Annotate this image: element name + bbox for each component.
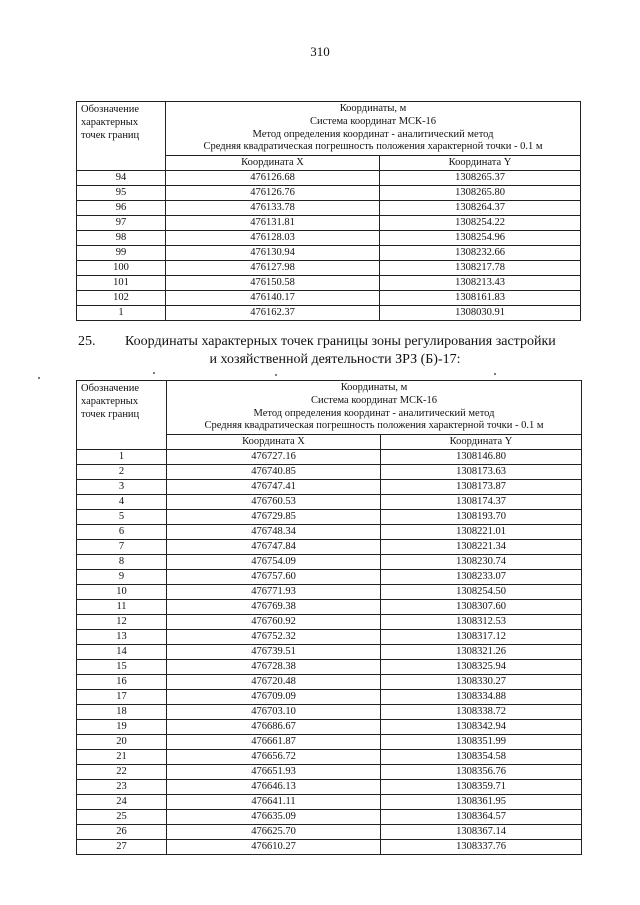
coordinate-x-cell: 476641.11 xyxy=(167,795,381,810)
table-body xyxy=(77,450,582,855)
point-number-cell: 101 xyxy=(77,276,166,291)
coordinate-y-cell: 1308354.58 xyxy=(381,750,582,765)
coordinate-x-cell: 476729.85 xyxy=(167,510,381,525)
table-row xyxy=(77,480,582,495)
coordinate-x-cell: 476651.93 xyxy=(167,765,381,780)
point-number-cell: 20 xyxy=(77,735,167,750)
table-row xyxy=(77,660,582,675)
coordinate-x-cell: 476771.93 xyxy=(167,585,381,600)
table-row xyxy=(77,570,582,585)
point-number-cell: 7 xyxy=(77,540,167,555)
point-number-cell: 9 xyxy=(77,570,167,585)
coordinate-y-cell: 1308342.94 xyxy=(381,720,582,735)
section-number: 25. xyxy=(78,334,96,349)
coordinate-y-cell: 1308307.60 xyxy=(381,600,582,615)
point-number-cell: 25 xyxy=(77,810,167,825)
coordinate-y-cell: 1308217.78 xyxy=(380,261,581,276)
coordinate-y-cell: 1308174.37 xyxy=(381,495,582,510)
point-number-cell: 8 xyxy=(77,555,167,570)
table-row xyxy=(77,765,582,780)
coordinate-y-cell: 1308146.80 xyxy=(381,450,582,465)
coordinate-y-cell: 1308254.96 xyxy=(380,231,581,246)
coordinate-x-cell: 476150.58 xyxy=(166,276,380,291)
point-designation-header: Обозначение характерных точек границ xyxy=(77,381,167,450)
section-title-line-2: и хозяйственной деятельности ЗРЗ (Б)-17: xyxy=(209,352,461,367)
point-number-cell: 100 xyxy=(77,261,166,276)
table-row xyxy=(77,246,581,261)
point-number-cell: 11 xyxy=(77,600,167,615)
table-header-row xyxy=(77,381,582,435)
coordinate-x-cell: 476140.17 xyxy=(166,291,380,306)
coordinate-x-cell: 476757.60 xyxy=(167,570,381,585)
coordinate-method: Метод определения координат - аналитический метод xyxy=(252,128,494,140)
table-row xyxy=(77,705,582,720)
coordinate-y-cell: 1308312.53 xyxy=(381,615,582,630)
coordinate-x-cell: 476703.10 xyxy=(167,705,381,720)
table-row xyxy=(77,600,582,615)
coordinate-method: Метод определения координат - аналитический метод xyxy=(253,407,495,419)
scan-speck xyxy=(38,377,40,379)
coordinate-x-cell: 476128.03 xyxy=(166,231,380,246)
coordinate-y-cell: 1308265.80 xyxy=(380,186,581,201)
coordinate-x-cell: 476727.16 xyxy=(167,450,381,465)
table-body xyxy=(77,171,581,321)
scan-speck xyxy=(153,372,155,374)
column-header-y: Координата Y xyxy=(381,435,582,450)
coordinate-x-cell: 476686.67 xyxy=(167,720,381,735)
point-number-cell: 99 xyxy=(77,246,166,261)
table-row xyxy=(77,555,582,570)
table-row xyxy=(77,690,582,705)
table-row xyxy=(77,825,582,840)
point-number-cell: 4 xyxy=(77,495,167,510)
coordinate-x-cell: 476747.84 xyxy=(167,540,381,555)
coordinate-y-cell: 1308254.22 xyxy=(380,216,581,231)
coordinate-x-cell: 476127.98 xyxy=(166,261,380,276)
coordinate-y-cell: 1308367.14 xyxy=(381,825,582,840)
table-row xyxy=(77,630,582,645)
coordinate-x-cell: 476133.78 xyxy=(166,201,380,216)
table-row xyxy=(77,231,581,246)
table-row xyxy=(77,261,581,276)
coordinate-y-cell: 1308334.88 xyxy=(381,690,582,705)
coordinate-y-cell: 1308359.71 xyxy=(381,780,582,795)
coordinates-table-1 xyxy=(76,101,581,321)
coordinate-y-cell: 1308330.27 xyxy=(381,675,582,690)
coordinate-x-cell: 476760.53 xyxy=(167,495,381,510)
coordinate-y-cell: 1308193.70 xyxy=(381,510,582,525)
section-title-line-1: Координаты характерных точек границы зоны регулирования застройки xyxy=(125,334,556,349)
table-row xyxy=(77,291,581,306)
coordinate-x-cell: 476162.37 xyxy=(166,306,380,321)
coordinate-y-cell: 1308030.91 xyxy=(380,306,581,321)
point-number-cell: 24 xyxy=(77,795,167,810)
table-row xyxy=(77,750,582,765)
coordinate-system: Система координат МСК-16 xyxy=(310,394,438,406)
table-row xyxy=(77,171,581,186)
coordinates-meta-header xyxy=(166,102,581,156)
coordinate-y-cell: 1308264.37 xyxy=(380,201,581,216)
point-number-cell: 95 xyxy=(77,186,166,201)
coordinate-y-cell: 1308213.43 xyxy=(380,276,581,291)
point-number-cell: 3 xyxy=(77,480,167,495)
point-number-cell: 21 xyxy=(77,750,167,765)
table-row xyxy=(77,615,582,630)
point-number-cell: 12 xyxy=(77,615,167,630)
table-row xyxy=(77,840,582,855)
coordinate-x-cell: 476126.68 xyxy=(166,171,380,186)
coordinate-y-cell: 1308232.66 xyxy=(380,246,581,261)
scan-speck xyxy=(494,373,496,375)
table-row xyxy=(77,675,582,690)
coordinate-x-cell: 476739.51 xyxy=(167,645,381,660)
coordinate-x-cell: 476131.81 xyxy=(166,216,380,231)
column-header-x: Координата X xyxy=(167,435,381,450)
point-number-cell: 96 xyxy=(77,201,166,216)
coordinate-accuracy: Средняя квадратическая погрешность положения характерной точки - 0.1 м xyxy=(203,141,543,153)
point-number-cell: 97 xyxy=(77,216,166,231)
coordinate-y-cell: 1308356.76 xyxy=(381,765,582,780)
point-number-cell: 6 xyxy=(77,525,167,540)
coordinates-title: Координаты, м xyxy=(340,382,408,393)
point-number-cell: 26 xyxy=(77,825,167,840)
point-number-cell: 10 xyxy=(77,585,167,600)
point-number-cell: 1 xyxy=(77,306,166,321)
coordinate-x-cell: 476625.70 xyxy=(167,825,381,840)
coordinate-x-cell: 476728.38 xyxy=(167,660,381,675)
coordinate-x-cell: 476635.09 xyxy=(167,810,381,825)
table-row xyxy=(77,465,582,480)
table-row xyxy=(77,201,581,216)
column-header-x: Координата X xyxy=(166,156,380,171)
coordinate-y-cell: 1308321.26 xyxy=(381,645,582,660)
column-header-y: Координата Y xyxy=(380,156,581,171)
coordinate-y-cell: 1308221.01 xyxy=(381,525,582,540)
coordinate-system: Система координат МСК-16 xyxy=(309,115,437,127)
point-number-cell: 102 xyxy=(77,291,166,306)
point-number-cell: 13 xyxy=(77,630,167,645)
table-row xyxy=(77,450,582,465)
point-number-cell: 5 xyxy=(77,510,167,525)
point-designation-header: Обозначение характерных точек границ xyxy=(77,102,166,171)
point-number-cell: 2 xyxy=(77,465,167,480)
coordinate-y-cell: 1308338.72 xyxy=(381,705,582,720)
coordinate-y-cell: 1308325.94 xyxy=(381,660,582,675)
coordinate-x-cell: 476752.32 xyxy=(167,630,381,645)
coordinate-x-cell: 476747.41 xyxy=(167,480,381,495)
page-number: 310 xyxy=(310,44,330,59)
table-row xyxy=(77,585,582,600)
point-number-cell: 22 xyxy=(77,765,167,780)
coordinate-x-cell: 476754.09 xyxy=(167,555,381,570)
coordinate-y-cell: 1308221.34 xyxy=(381,540,582,555)
coordinate-y-cell: 1308351.99 xyxy=(381,735,582,750)
coordinate-y-cell: 1308173.87 xyxy=(381,480,582,495)
point-number-cell: 94 xyxy=(77,171,166,186)
coordinate-y-cell: 1308173.63 xyxy=(381,465,582,480)
table-header-row xyxy=(77,102,581,156)
point-number-cell: 16 xyxy=(77,675,167,690)
coordinate-y-cell: 1308233.07 xyxy=(381,570,582,585)
coordinate-x-cell: 476720.48 xyxy=(167,675,381,690)
point-number-cell: 14 xyxy=(77,645,167,660)
table-row xyxy=(77,645,582,660)
coordinate-x-cell: 476769.38 xyxy=(167,600,381,615)
coordinate-y-cell: 1308265.37 xyxy=(380,171,581,186)
table-row xyxy=(77,720,582,735)
coordinate-y-cell: 1308317.12 xyxy=(381,630,582,645)
scan-speck xyxy=(275,374,277,376)
coordinate-x-cell: 476646.13 xyxy=(167,780,381,795)
coordinate-y-cell: 1308254.50 xyxy=(381,585,582,600)
table-row xyxy=(77,276,581,291)
point-number-cell: 19 xyxy=(77,720,167,735)
coordinates-meta-header xyxy=(167,381,582,435)
table-row xyxy=(77,735,582,750)
table-row xyxy=(77,306,581,321)
table-row xyxy=(77,525,582,540)
coordinate-y-cell: 1308230.74 xyxy=(381,555,582,570)
point-number-cell: 98 xyxy=(77,231,166,246)
table-row xyxy=(77,795,582,810)
coordinate-y-cell: 1308337.76 xyxy=(381,840,582,855)
table-row xyxy=(77,216,581,231)
coordinate-x-cell: 476656.72 xyxy=(167,750,381,765)
coordinate-x-cell: 476661.87 xyxy=(167,735,381,750)
table-row xyxy=(77,510,582,525)
coordinates-table-2 xyxy=(76,380,582,855)
coordinate-y-cell: 1308364.57 xyxy=(381,810,582,825)
coordinate-x-cell: 476610.27 xyxy=(167,840,381,855)
coordinate-x-cell: 476748.34 xyxy=(167,525,381,540)
point-number-cell: 27 xyxy=(77,840,167,855)
coordinate-x-cell: 476130.94 xyxy=(166,246,380,261)
point-number-cell: 23 xyxy=(77,780,167,795)
point-number-cell: 1 xyxy=(77,450,167,465)
table-row xyxy=(77,810,582,825)
coordinate-x-cell: 476709.09 xyxy=(167,690,381,705)
point-number-cell: 15 xyxy=(77,660,167,675)
table-row xyxy=(77,780,582,795)
table-row xyxy=(77,186,581,201)
coordinate-x-cell: 476740.85 xyxy=(167,465,381,480)
point-number-cell: 17 xyxy=(77,690,167,705)
coordinate-x-cell: 476760.92 xyxy=(167,615,381,630)
coordinate-x-cell: 476126.76 xyxy=(166,186,380,201)
table-row xyxy=(77,495,582,510)
point-number-cell: 18 xyxy=(77,705,167,720)
coordinate-y-cell: 1308161.83 xyxy=(380,291,581,306)
coordinates-title: Координаты, м xyxy=(339,103,407,114)
coordinate-accuracy: Средняя квадратическая погрешность положения характерной точки - 0.1 м xyxy=(204,420,544,432)
table-row xyxy=(77,540,582,555)
coordinate-y-cell: 1308361.95 xyxy=(381,795,582,810)
